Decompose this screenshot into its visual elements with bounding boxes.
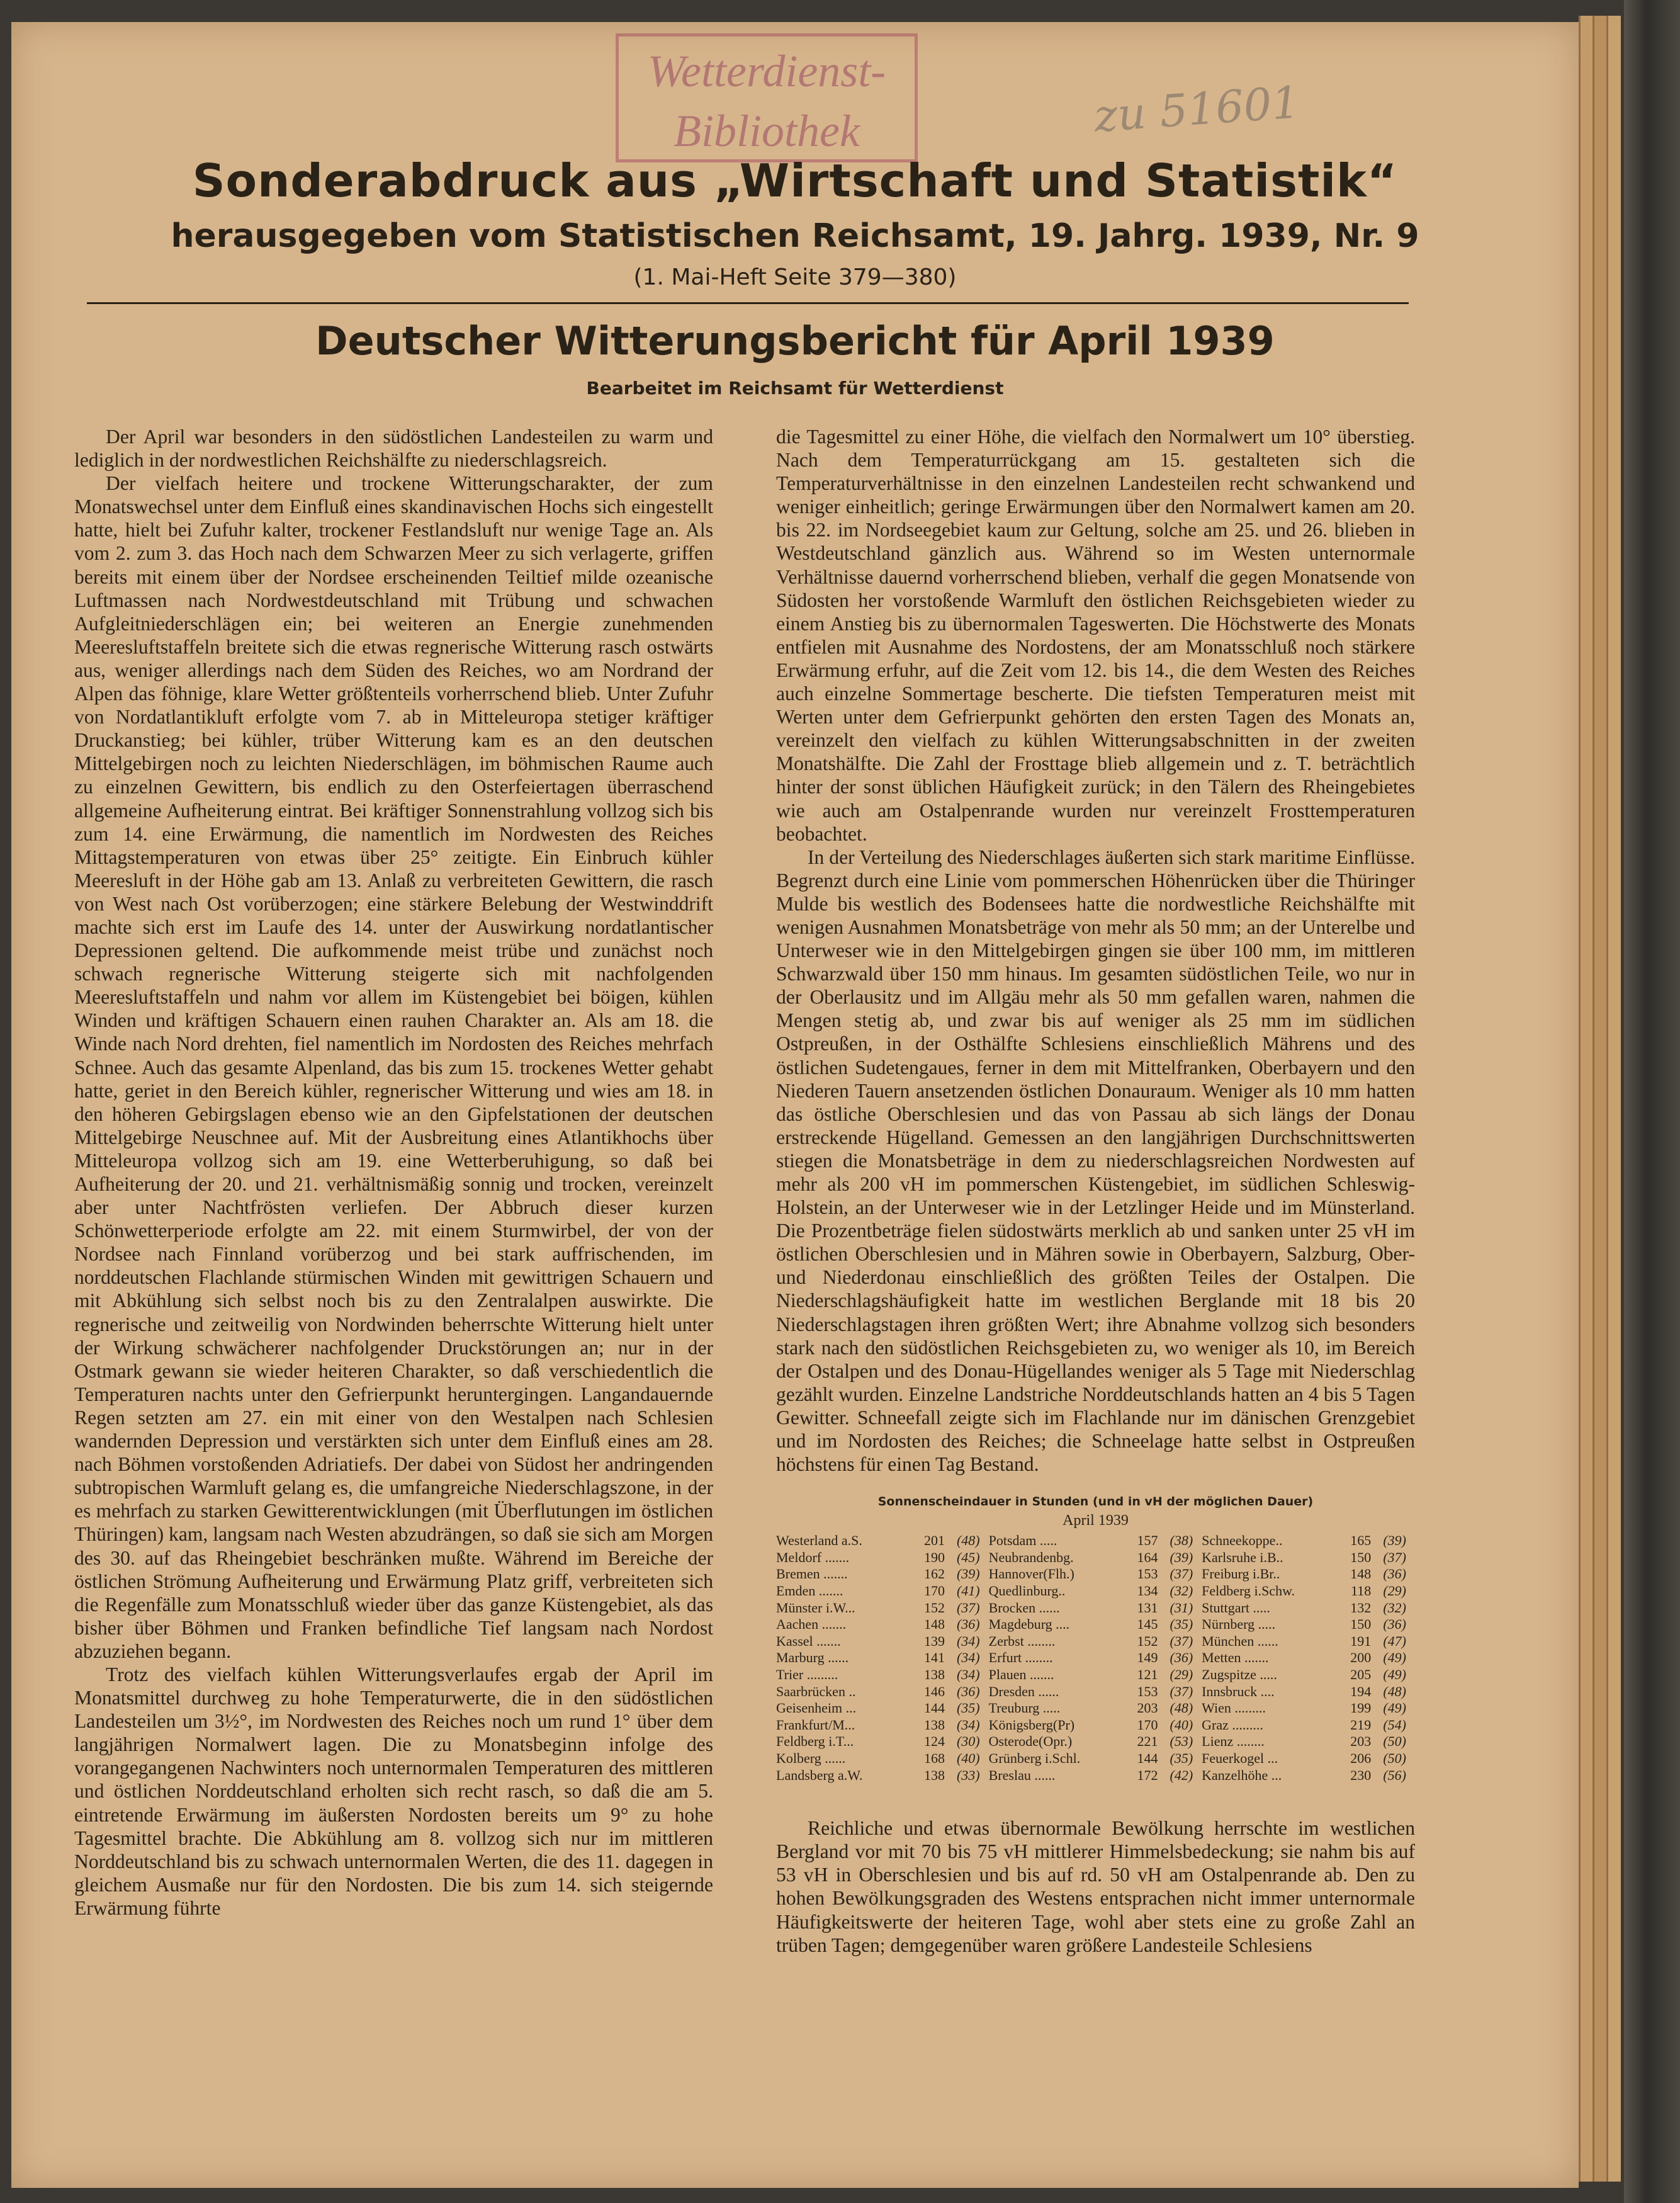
percent-cell: (36): [1383, 1616, 1406, 1633]
percent-cell: (34): [956, 1716, 980, 1733]
percent-cell: (53): [1170, 1733, 1193, 1750]
station-cell: Potsdam .....: [988, 1532, 1057, 1549]
station-cell: Innsbruck ....: [1202, 1683, 1275, 1699]
paragraph: Der vielfach heitere und trockene Witterungscharakter, der zum Monatswechsel unter dem Einfluß eines skandinavischen Hochs sich eingestellt hatte, hielt bei Zufuhr kalter, trockener Festlandsluft nur wenige Tage an. Als vom 2. zum 3. das Hoch nach dem Schwarzen Meer zu sich verlagerte, griffen bereits mit einem über der Nordsee erscheinenden Teiltief milde ozeanische Luftmassen nach Nordwestdeutschland mit Trübung und schwachen Aufgleitniederschlägen ein; bei weiteren an Energie zunehmenden Meeresluftstaffeln breitete sich die etwas regnerische Witterung rasch ostwärts aus, weniger allerdings nach dem Süden des Reiches, wo am Nordrand der Alpen das föhnige, klare Wetter größtenteils vorherrschend blieb. Unter Zufuhr von Nordatlantikluft erfolgte vom 7. ab in Mitteleuropa stetiger kräftiger Druckanstieg; bei kühler, trüber Witterung kam es an den deutschen Mittelgebirgen noch zu leichten Niederschlägen, im böhmischen Raume auch zu einzelnen Gewittern, bis endlich zu den Osterfeiertagen überraschend allgemeine Aufheiterung eintrat. Bei kräftiger Sonnenstrahlung vollzog sich bis zum 14. eine Erwärmung, die namentlich im Nordwesten des Reiches Mittagstemperaturen von etwas über 25° zeitigte. Ein Einbruch kühler Meeresluft in der Höhe gab am 13. Anlaß zu verbreiteten Gewittern, die rasch von West nach Ost vorüberzogen; eine stärkere Belebung der Westwinddrift machte sich erst im Laufe des 14. unter der Auswirkung nordatlantischer Depressionen geltend. Die aufkommende meist trübe und zunächst noch schwach regnerische Witterung steigerte sich mit nachfolgenden Meeresluftstaffeln und nahm vor allem im Küstengebiet bei böigen, kühlen Winden und kräftigen Schauern einen rauhen Charakter an. Als am 18. die Winde nach Nord drehten, fiel namentlich im Nordosten des Reiches mehrfach Schnee. Auch das gesamte Alpenland, das bis zum 15. trockenes Wetter gehabt hatte, geriet in den Bereich kühler, regnerischer Witterung und wies am 18. in den höheren Gebirgslagen ebenso wie an den Gipfelstationen der deutschen Mittelgebirge Neuschnee auf. Mit der Ausbreitung eines Atlantikhochs über Mitteleuropa vollzog sich am 19. eine Wetterberuhigung, so daß bei Aufheiterung der 20. und 21. verhältnismäßig sonnig und trocken, vereinzelt aber unter Nachtfrösten verliefen. Der Abbruch dieser kurzen Schönwetterperiode erfolgte am 22. mit einem Sturmwirbel, der von der Nordsee nach Finnland vorüberzog und bei stark auffrischenden, im norddeutschen Flachlande stürmischen Winden mit gewittrigen Schauern und mit Abkühlung sich selbst noch bis zu den Zentralalpen auswirkte. Die regnerische und zeitweilig von Nordwinden beherrschte Witterung hielt unter der Wirkung schwächerer nachfolgender Druckstörungen an; nur in der Ostmark gewann sie wieder heiteren Charakter, so daß verschiedentlich die Temperaturen nachts unter den Gefrierpunkt heruntergingen. Langandauernde Regen setzten am 27. ein mit einer von den Westalpen nach Schlesien wandernden Depression und verstärkten sich unter dem Einfluß eines am 28. nach Böhmen vorstoßenden Adriatiefs. Der dabei von Südost her andringenden subtropischen Warmluft gelang es, die umfangreiche Niederschlagszone, in der es mehrfach zu starken Gewitterentwicklungen (mit Überflutungen im östlichen Thüringen) kam, langsam nach Westen abzudrängen, so daß sie sich am Morgen des 30. auf das Rheingebiet beschränken mußte. Während im Bereiche der östlichen Strömung Aufheiterung und Erwärmung Platz griff, verbreiteten sich die Regenfälle zum Monatsschluß wieder über das ganze Küstengebiet, als das bisher über Böhmen und Franken befindliche Tief langsam nach Nordost abzuziehen begann.: [74, 472, 713, 1662]
hours-cell: 153: [1137, 1566, 1158, 1582]
hours-cell: 203: [1350, 1733, 1372, 1750]
paragraph: die Tagesmittel zu einer Höhe, die vielfach den Normalwert um 10° überstieg. Nach dem Temperaturrückgang am 15. gestalteten sich die Temperaturverhältnisse in den einzelnen Landesteilen recht schwankend und weniger einheitlich; geringe Erwärmungen über den Normalwert kamen am 20. bis 22. im Nordseegebiet kaum zur Geltung, solche am 25. und 26. blieben in Westdeutschland gänzlich aus. Während so im Westen unternormale Verhältnisse dauernd vorherrschend blieben, verhalf die gegen Monatsende von Südosten her vorstoßende Warmluft den östlichen Reichsgebieten wieder zu einem Anstieg bis zu übernormalen Tageswerten. Die Höchstwerte des Monats entfielen mit Ausnahme des Nordostens, der am Monatsschluß noch stärkere Erwärmung erfuhr, auf die Zeit vom 12. bis 14., die dem Westen des Reiches auch einzelne Sommertage bescherte. Die tiefsten Temperaturen meist mit Werten unter dem Gefrierpunkt gehörten den ersten Tagen des Monats an, vereinzelt den vielfach zu kühlen Witterungsabschnitten in der zweiten Monatshälfte. Die Zahl der Frosttage blieb allgemein und z. T. beträchtlich hinter der sonst üblichen Häufigkeit zurück; in den Tälern des Rheingebietes wie auch am Ostalpenrande wurden nur vereinzelt Frosttemperaturen beobachtet.: [776, 426, 1415, 845]
hours-cell: 138: [923, 1716, 945, 1733]
hours-cell: 132: [1350, 1599, 1372, 1616]
station-cell: Kassel .......: [776, 1633, 841, 1649]
percent-cell: (34): [956, 1633, 980, 1649]
hours-cell: 200: [1350, 1650, 1372, 1666]
station-cell: Trier .........: [776, 1666, 838, 1682]
table-row: [776, 1532, 1415, 1549]
paragraph: In der Verteilung des Niederschlages äußerten sich stark maritime Einflüsse. Begrenzt durch eine Linie vom pommerschen Höhenrücken über die Thüringer Mulde bis westlich des Bodensees hatte die nordwestliche Reichshälfte mit wenigen Ausnahmen Monatsbeträge von mehr als 50 mm; an der Unterelbe und Unterweser wie in den Mittelgebirgen gingen sie über 100 mm, im mittleren Schwarzwald über 150 mm hinaus. Im gesamten südöstlichen Teile, wo nur in der Oberlausitz und im Allgäu mehr als 50 mm gefallen waren, nahmen die Mengen stetig ab, und zwar bis auf weniger als 25 mm im südlichen Ostpreußen, in der Osthälfte Schlesiens einschließlich Mährens und des östlichen Sudetengaues, ferner in dem mit Mittelfranken, Oberbayern und den Niederen Tauern ansetzenden östlichen Donauraum. Weniger als 10 mm hatten das östliche Oberschlesien und das von Passau ab sich längs der Donau erstreckende Hügelland. Gemessen an den langjährigen Durchschnittswerten stiegen die Monatsbeträge in dem zu niederschlagsreichen Nordwesten auf mehr als 200 vH im pommerschen Küstengebiet, im südlichen Schleswig-Holstein, an der Unterweser wie in der Letzlinger Heide und im Münsterland. Die Prozentbeträge fielen südostwärts merklich ab und sanken unter 25 vH im östlichen Oberschlesien und in Mähren sowie in Oberbayern, Salzburg, Ober- und Niederdonau einschließlich des größten Teiles der Ostalpen. Die Niederschlagshäufigkeit hatte im westlichen Berglande mit 18 bis 20 Niederschlagstagen ihren größten Wert; ihre Abnahme vollzog sich besonders stark nach den südöstlichen Reichsgebieten zu, wo weniger als 10, im Bereich der Ostalpen und des Donau-Hügellandes weniger als 5 Tage mit Niederschlag gezählt wurden. Einzelne Landstriche Norddeutschlands hatten an 4 bis 5 Tagen Gewitter. Schneefall zeigte sich im Flachlande nur im dänischen Grenzgebiet und im Nordosten des Reiches; die Schneelage hatte selbst in Ostpreußen höchstens für einen Tag Bestand.: [776, 846, 1415, 1476]
table-row: [776, 1633, 1415, 1650]
station-cell: Zugspitze .....: [1202, 1666, 1277, 1682]
percent-cell: (45): [956, 1549, 980, 1565]
hours-cell: 205: [1350, 1666, 1372, 1682]
percent-cell: (56): [1383, 1767, 1406, 1783]
percent-cell: (50): [1383, 1750, 1406, 1766]
percent-cell: (49): [1383, 1700, 1406, 1716]
percent-cell: (49): [1383, 1666, 1406, 1682]
hours-cell: 153: [1137, 1683, 1158, 1699]
station-cell: Aachen .......: [776, 1616, 847, 1633]
percent-cell: (40): [956, 1750, 980, 1766]
hours-cell: 145: [1137, 1616, 1158, 1633]
hours-cell: 191: [1350, 1633, 1372, 1649]
percent-cell: (39): [1383, 1532, 1406, 1549]
station-cell: Dresden ......: [988, 1683, 1059, 1699]
station-cell: Stuttgart .....: [1202, 1599, 1270, 1616]
hours-cell: 199: [1350, 1700, 1372, 1716]
station-cell: Grünberg i.Schl.: [988, 1750, 1081, 1766]
paragraph: Der April war besonders in den südöstlichen Landesteilen zu warm und lediglich in der nordwestlichen Reichshälfte zu niederschlagsreich.: [74, 426, 713, 472]
table-row: [776, 1650, 1415, 1667]
page-edge: [1593, 16, 1607, 2182]
percent-cell: (37): [1170, 1566, 1193, 1582]
table-row: [776, 1583, 1415, 1600]
hours-cell: 162: [923, 1566, 945, 1582]
series-title: Sonderabdruck aus „Wirtschaft und Statistik“: [192, 154, 1398, 207]
hours-cell: 149: [1137, 1650, 1158, 1666]
table-row: [776, 1733, 1415, 1750]
publisher-line: herausgegeben vom Statistischen Reichsamt, 19. Jahrg. 1939, Nr. 9: [171, 217, 1419, 255]
station-cell: Frankfurt/M...: [776, 1716, 855, 1733]
paragraph: Trotz des vielfach kühlen Witterungsverlaufes ergab der April im Monatsmittel durchweg zu hohe Temperaturwerte, die in den südöstlichen Landesteilen um 3½°, im Nordwesten des Reiches noch um rund 1° über dem langjährigen Normalwert lagen. Die zu Monatsbeginn infolge des vorangegangenen Nachwinters noch unternormalen Temperaturen des mittleren und östlichen Norddeutschland erholten sich recht rasch, so daß die am 5. eintretende Erwärmung im äußersten Nordosten bereits um 9° zu hohe Tagesmittel brachte. Die Abkühlung am 8. vollzog sich nur im mittleren Norddeutschland bis zu schwach unternormalen Werten, die des 11. dagegen in gleichem Ausmaße nur für den Nordosten. Die bis zum 14. sich steigernde Erwärmung führte: [74, 1663, 713, 1919]
hours-cell: 221: [1137, 1733, 1158, 1750]
table-row: [776, 1717, 1415, 1734]
percent-cell: (29): [1170, 1666, 1193, 1682]
right-column: [776, 425, 1415, 1957]
hours-cell: 201: [923, 1532, 945, 1549]
hours-cell: 148: [923, 1616, 945, 1633]
station-cell: Breslau ......: [988, 1767, 1056, 1783]
hours-cell: 190: [923, 1549, 945, 1565]
station-cell: Münster i.W...: [776, 1599, 855, 1616]
hours-cell: 165: [1350, 1532, 1372, 1549]
percent-cell: (39): [956, 1566, 980, 1582]
station-cell: Plauen .......: [988, 1666, 1054, 1682]
percent-cell: (54): [1383, 1716, 1406, 1733]
table-row: [776, 1616, 1415, 1633]
hours-cell: 139: [923, 1633, 945, 1649]
library-stamp: [616, 33, 918, 162]
percent-cell: (35): [956, 1700, 980, 1716]
percent-cell: (36): [956, 1683, 980, 1699]
percent-cell: (37): [1170, 1683, 1193, 1699]
percent-cell: (47): [1383, 1633, 1406, 1649]
document-page: [11, 22, 1579, 2188]
percent-cell: (48): [956, 1532, 980, 1549]
paragraph: Reichliche und etwas übernormale Bewölkung herrschte im westlichen Bergland vor mit 70 bis 75 vH mittlerer Himmelsbedeckung; sie nahm bis auf 53 vH in Oberschlesien und bis auf rd. 50 vH am Ostalpenrande ab. Den zu hohen Bewölkungsgraden des Westens entsprachen nicht immer unternormale Häufigkeitswerte der heiteren Tage, wohl aber stets eine zu große Zahl an trüben Tagen; demgegenüber waren größere Landesteile Schlesiens: [776, 1817, 1415, 1956]
percent-cell: (35): [1170, 1750, 1193, 1766]
station-cell: Zerbst ........: [988, 1633, 1056, 1649]
percent-cell: (36): [1383, 1566, 1406, 1582]
table-row: [776, 1767, 1415, 1784]
station-cell: Kanzelhöhe ...: [1202, 1767, 1282, 1783]
hours-cell: 168: [923, 1750, 945, 1766]
hours-cell: 146: [923, 1683, 945, 1699]
station-cell: Erfurt ........: [988, 1650, 1053, 1666]
hours-cell: 144: [923, 1700, 945, 1716]
table-row: [776, 1549, 1415, 1566]
hours-cell: 164: [1137, 1549, 1158, 1565]
hours-cell: 172: [1137, 1767, 1158, 1783]
station-cell: Königsberg(Pr): [988, 1716, 1075, 1733]
station-cell: Feldberg i.T...: [776, 1733, 854, 1750]
table-row: [776, 1566, 1415, 1583]
station-cell: Feuerkogel ...: [1202, 1750, 1278, 1766]
table-row: [776, 1700, 1415, 1717]
hours-cell: 150: [1350, 1616, 1372, 1633]
hours-cell: 206: [1350, 1750, 1372, 1766]
table-row: [776, 1750, 1415, 1767]
station-cell: Schneekoppe..: [1202, 1532, 1283, 1549]
station-cell: Kolberg ......: [776, 1750, 846, 1766]
table-row: [776, 1667, 1415, 1684]
percent-cell: (48): [1383, 1683, 1406, 1699]
station-cell: Saarbrücken ..: [776, 1683, 856, 1699]
hours-cell: 138: [923, 1767, 945, 1783]
station-cell: München ......: [1202, 1633, 1278, 1649]
station-cell: Marburg ......: [776, 1650, 849, 1666]
percent-cell: (41): [956, 1583, 980, 1599]
station-cell: Westerland a.S.: [776, 1532, 862, 1549]
percent-cell: (37): [1170, 1633, 1193, 1649]
station-cell: Feldberg i.Schw.: [1202, 1583, 1295, 1599]
percent-cell: (49): [1383, 1650, 1406, 1666]
hours-cell: 121: [1137, 1666, 1158, 1682]
sunshine-table: [776, 1532, 1415, 1784]
issue-line: (1. Mai-Heft Seite 379—380): [633, 264, 957, 290]
hours-cell: 194: [1350, 1683, 1372, 1699]
station-cell: Geisenheim ...: [776, 1700, 857, 1716]
station-cell: Freiburg i.Br..: [1202, 1566, 1280, 1582]
sunshine-table-subcaption: April 1939: [1063, 1512, 1129, 1529]
percent-cell: (32): [1170, 1583, 1193, 1599]
hours-cell: 131: [1137, 1599, 1158, 1616]
station-cell: Nürnberg .....: [1202, 1616, 1276, 1633]
hours-cell: 138: [923, 1666, 945, 1682]
station-cell: Brocken ......: [988, 1599, 1060, 1616]
hours-cell: 118: [1351, 1583, 1372, 1599]
station-cell: Osterode(Opr.): [988, 1733, 1073, 1750]
percent-cell: (48): [1170, 1700, 1193, 1716]
percent-cell: (36): [956, 1616, 980, 1633]
hours-cell: 152: [923, 1599, 945, 1616]
book-binding: [1624, 0, 1680, 2203]
station-cell: Meldorf .......: [776, 1549, 850, 1565]
percent-cell: (37): [1383, 1549, 1406, 1565]
station-cell: Magdeburg ....: [988, 1616, 1070, 1633]
table-row: [776, 1684, 1415, 1701]
station-cell: Treuburg .....: [988, 1700, 1061, 1716]
hours-cell: 134: [1137, 1583, 1158, 1599]
percent-cell: (32): [1383, 1599, 1406, 1616]
percent-cell: (37): [956, 1599, 980, 1616]
percent-cell: (42): [1170, 1767, 1193, 1783]
percent-cell: (33): [956, 1767, 980, 1783]
station-cell: Graz .........: [1202, 1716, 1263, 1733]
station-cell: Wien .........: [1202, 1700, 1266, 1716]
percent-cell: (29): [1383, 1583, 1406, 1599]
hours-cell: 157: [1137, 1532, 1158, 1549]
page-edge: [1606, 16, 1621, 2182]
percent-cell: (36): [1170, 1650, 1193, 1666]
handwritten-note: zu 51601: [1092, 76, 1302, 142]
station-cell: Metten .......: [1202, 1650, 1269, 1666]
hours-cell: 170: [923, 1583, 945, 1599]
stamp-line-2: Bibliothek: [674, 106, 860, 156]
station-cell: Landsberg a.W.: [776, 1767, 863, 1783]
article-title: Deutscher Witterungsbericht für April 1939: [315, 318, 1275, 364]
hours-cell: 150: [1350, 1549, 1372, 1565]
header-rule: [87, 302, 1409, 304]
hours-cell: 170: [1137, 1716, 1158, 1733]
hours-cell: 203: [1137, 1700, 1158, 1716]
percent-cell: (30): [956, 1733, 980, 1750]
percent-cell: (31): [1170, 1599, 1193, 1616]
station-cell: Bremen .......: [776, 1566, 848, 1582]
percent-cell: (50): [1383, 1733, 1406, 1750]
hours-cell: 141: [923, 1650, 945, 1666]
stamp-line-1: Wetterdienst-: [647, 46, 886, 96]
article-byline: Bearbeitet im Reichsamt für Wetterdienst: [586, 378, 1004, 399]
table-row: [776, 1600, 1415, 1617]
page-edge: [1579, 16, 1593, 2182]
percent-cell: (35): [1170, 1616, 1193, 1633]
sunshine-table-caption: Sonnenscheindauer in Stunden (und in vH der möglichen Dauer): [877, 1495, 1314, 1509]
percent-cell: (38): [1170, 1532, 1193, 1549]
left-column: [74, 425, 713, 1920]
station-cell: Emden .......: [776, 1583, 843, 1599]
station-cell: Hannover(Flh.): [988, 1566, 1074, 1582]
hours-cell: 144: [1137, 1750, 1158, 1766]
hours-cell: 230: [1350, 1767, 1372, 1783]
percent-cell: (39): [1170, 1549, 1193, 1565]
hours-cell: 219: [1350, 1716, 1372, 1733]
percent-cell: (34): [956, 1650, 980, 1666]
station-cell: Karlsruhe i.B..: [1202, 1549, 1283, 1565]
hours-cell: 148: [1350, 1566, 1372, 1582]
percent-cell: (40): [1170, 1716, 1193, 1733]
hours-cell: 124: [923, 1733, 945, 1750]
station-cell: Neubrandenbg.: [988, 1549, 1074, 1565]
hours-cell: 152: [1137, 1633, 1158, 1649]
percent-cell: (34): [956, 1666, 980, 1682]
station-cell: Quedlinburg..: [988, 1583, 1066, 1599]
station-cell: Lienz ........: [1202, 1733, 1265, 1750]
